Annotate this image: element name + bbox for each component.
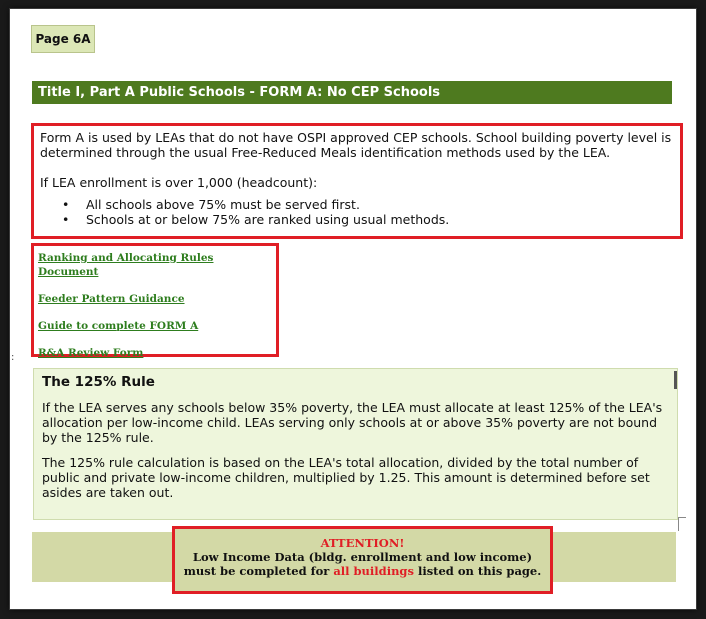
link-feeder-pattern-guidance[interactable]: Feeder Pattern Guidance [38, 293, 185, 305]
intro-box [31, 123, 683, 239]
list-item-text: Schools at or below 75% are ranked using usual methods. [86, 212, 450, 227]
attention-heading: ATTENTION! [320, 536, 405, 550]
link-guide-form-a[interactable]: Guide to complete FORM A [38, 320, 199, 332]
bullet-icon: • [62, 197, 70, 212]
attention-line: Low Income Data (bldg. enrollment and low income) [192, 550, 533, 564]
corner-mark [678, 517, 686, 531]
page-frame [9, 8, 697, 610]
bullet-icon: • [62, 212, 70, 227]
list-item [62, 212, 674, 227]
rule-paragraph: If the LEA serves any schools below 35% poverty, the LEA must allocate at least 125% of the LEA's allocation per low-income child. LEAs serving only schools at or above 35% poverty are not bound by the 125% rule. [42, 400, 663, 445]
rule-box [33, 368, 678, 520]
list-item-text: All schools above 75% must be served first. [86, 197, 360, 212]
attention-text: must be completed for [183, 564, 334, 578]
link-ranking-allocating-rules[interactable]: Ranking and Allocating Rules Document [38, 252, 214, 278]
attention-box [172, 526, 553, 594]
text-cursor [674, 371, 677, 389]
section-title: Title I, Part A Public Schools - FORM A: No CEP Schools [32, 81, 672, 104]
rule-paragraph: The 125% rule calculation is based on the LEA's total allocation, divided by the total number of public and private low-income children, multiplied by 1.25. This amount is determined before set asides are taken out. [42, 455, 650, 500]
list-item [62, 197, 674, 212]
rules-list [62, 197, 674, 227]
enrollment-note: If LEA enrollment is over 1,000 (headcount): [40, 175, 318, 190]
attention-text: listed on this page. [413, 564, 542, 578]
intro-paragraph: Form A is used by LEAs that do not have OSPI approved CEP schools. School building poverty level is determined through the usual Free-Reduced Meals identification methods used by the LEA. [40, 130, 672, 160]
edge-marker: : [11, 352, 15, 363]
link-review-form[interactable]: R&A Review Form [38, 347, 144, 359]
attention-line [175, 564, 550, 578]
attention-highlight: all buildings [333, 564, 414, 578]
resource-links [31, 243, 279, 357]
page-tag: Page 6A [31, 25, 95, 53]
rule-heading: The 125% Rule [42, 374, 155, 390]
